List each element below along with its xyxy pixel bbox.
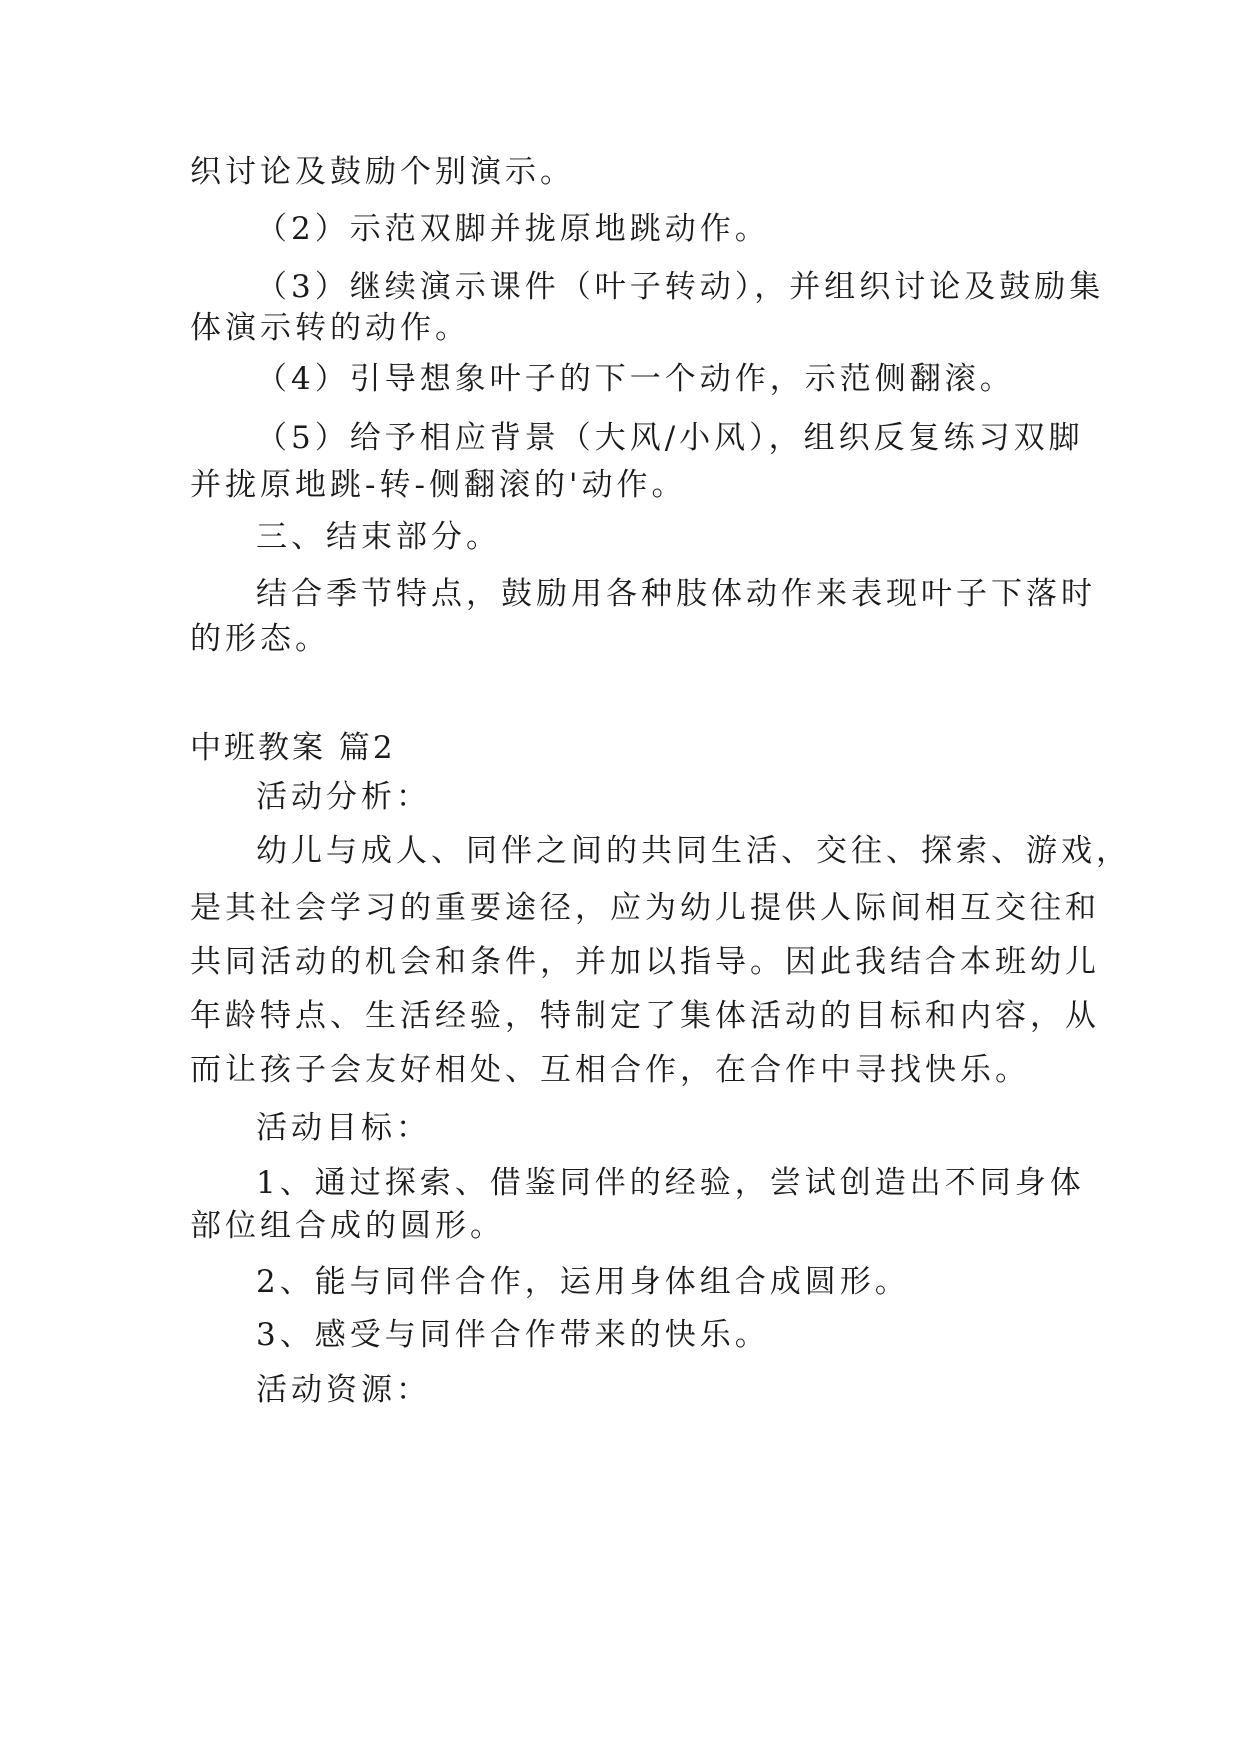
paragraph-line: 的形态。 (190, 621, 330, 657)
paragraph-line: 2、能与同伴合作，运用身体组合成圆形。 (256, 1264, 910, 1300)
document-page (190, 0, 1131, 1754)
paragraph-line: 并拢原地跳-转-侧翻滚的'动作。 (190, 467, 687, 503)
section-heading: 活动分析： (256, 779, 431, 815)
paragraph-line: 3、感受与同伴合作带来的快乐。 (256, 1317, 770, 1353)
section-heading: 三、结束部分。 (256, 519, 501, 555)
paragraph-line: （3）继续演示课件（叶子转动），并组织讨论及鼓励集 (256, 269, 1105, 305)
paragraph-line: 1、通过探索、借鉴同伴的经验，尝试创造出不同身体 (256, 1165, 1085, 1201)
paragraph-line: 是其社会学习的重要途径，应为幼儿提供人际间相互交往和 (190, 890, 1100, 926)
paragraph-line: （5）给予相应背景（大风/小风），组织反复练习双脚 (256, 420, 1084, 456)
paragraph-line: 共同活动的机会和条件，并加以指导。因此我结合本班幼儿 (190, 944, 1100, 980)
paragraph-line: 体演示转的动作。 (190, 310, 470, 346)
section-heading: 活动目标： (256, 1110, 431, 1146)
section-heading: 活动资源： (256, 1372, 431, 1408)
paragraph-line: 年龄特点、生活经验，特制定了集体活动的目标和内容，从 (190, 998, 1100, 1034)
paragraph-line: 结合季节特点，鼓励用各种肢体动作来表现叶子下落时 (256, 576, 1096, 612)
paragraph-line: 而让孩子会友好相处、互相合作，在合作中寻找快乐。 (190, 1052, 1030, 1088)
paragraph-line: （4）引导想象叶子的下一个动作，示范侧翻滚。 (256, 361, 1015, 397)
paragraph-line: 幼儿与成人、同伴之间的共同生活、交往、探索、游戏， (256, 833, 1131, 869)
paragraph-line: 部位组合成的圆形。 (190, 1208, 505, 1244)
paragraph-line: 织讨论及鼓励个别演示。 (190, 154, 575, 190)
paragraph-line: （2）示范双脚并拢原地跳动作。 (256, 211, 770, 247)
article-title: 中班教案 篇2 (190, 730, 396, 766)
